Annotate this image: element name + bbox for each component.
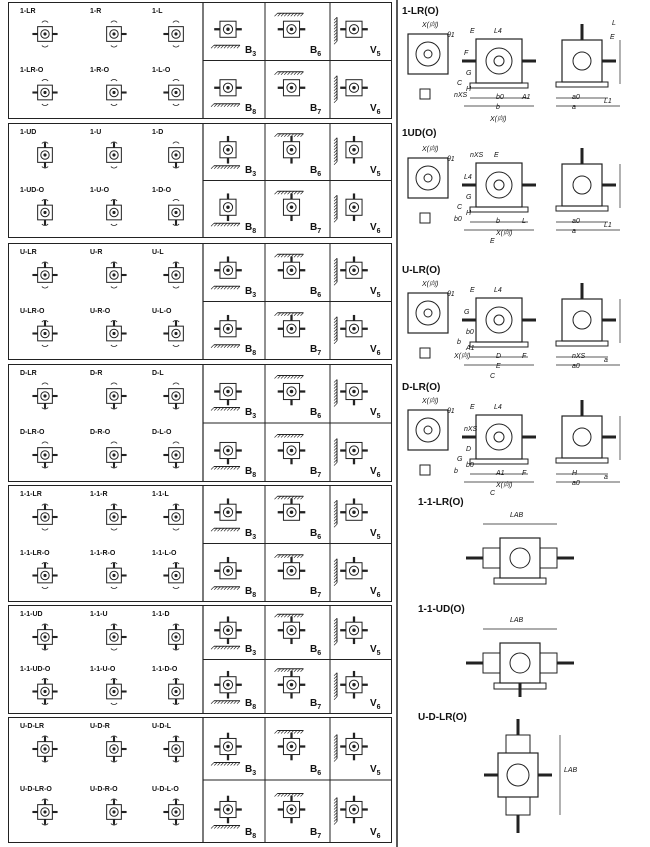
dimension-symbol: b0 (454, 216, 462, 223)
arrangement-code-label: 1-1-R-O (90, 549, 116, 557)
dimension-view-title: D-LR(O) (402, 382, 441, 393)
mounting-position-label: $B_7$ (310, 344, 322, 357)
mounting-position-label: $V_6$ (370, 698, 381, 711)
arrangement-code-label: 1-1-D-O (152, 665, 178, 673)
dimension-symbol: nXS (454, 92, 468, 99)
dimension-symbol: θ1 (447, 408, 455, 415)
dimension-symbol: C (490, 490, 496, 497)
mounting-position-label: $V_6$ (370, 103, 381, 116)
mounting-position-label: $B_7$ (310, 103, 322, 116)
mounting-position-label: $B_3$ (245, 643, 257, 657)
mounting-position-label: $V_5$ (370, 285, 381, 299)
arrangement-code-label: 1-UD-O (20, 186, 45, 194)
arrangement-code-label: U-R-O (90, 307, 111, 315)
dimension-symbol: A1 (496, 470, 505, 477)
dimension-symbol: E (470, 28, 475, 35)
dimension-symbol: E (610, 34, 615, 41)
mounting-position-label: $B_8$ (245, 344, 257, 357)
dimension-symbol: L1 (604, 98, 612, 105)
arrangement-code-label: D-R-O (90, 429, 111, 436)
dimension-symbol: L4 (494, 28, 502, 35)
arrangement-code-label: 1-R (90, 8, 102, 15)
arrangement-code-label: U-D-L-O (152, 786, 179, 793)
mounting-position-label: $B_3$ (245, 44, 257, 58)
dimension-symbol: a0 (572, 363, 580, 370)
dimension-symbol: b0 (496, 94, 504, 101)
mounting-position-label: $V_6$ (370, 222, 381, 235)
mounting-position-label: $B_6$ (310, 527, 322, 541)
dimension-symbol: a (604, 474, 608, 481)
dimension-symbol: F (522, 470, 527, 477)
arrangement-group-frame (8, 243, 392, 360)
arrangement-code-label: 1-1-R (90, 491, 108, 498)
dimension-view-title: U-D-LR(O) (418, 712, 467, 723)
arrangement-group-frame (8, 717, 392, 843)
dimension-symbol: L4 (494, 404, 502, 411)
dimension-symbol: X(向) (422, 146, 439, 153)
dimension-symbol: X(向) (454, 353, 471, 360)
mounting-position-label: $V_6$ (370, 466, 381, 479)
dimension-symbol: b (457, 339, 461, 346)
mounting-position-label: $B_3$ (245, 527, 257, 541)
dimension-symbol: X(向) (422, 398, 439, 405)
dimension-symbol: b (496, 104, 500, 111)
dimension-symbol: H (466, 86, 472, 93)
mounting-position-label: $B_8$ (245, 586, 257, 599)
dimension-symbol: E (470, 404, 475, 411)
arrangement-code-label: U-D-L (152, 723, 172, 730)
lab-dimension-label: LAB (510, 512, 524, 519)
arrangement-code-label: D-LR (20, 370, 37, 377)
dimension-symbol: L4 (464, 174, 472, 181)
dimension-symbol: X(向) (496, 482, 513, 489)
mounting-position-label: $V_5$ (370, 527, 381, 541)
mounting-position-label: $B_6$ (310, 44, 322, 58)
mounting-position-label: $B_7$ (310, 586, 322, 599)
dimension-symbol: H (572, 470, 578, 477)
dimension-symbol: L (612, 20, 616, 27)
dimension-symbol: F (522, 353, 527, 360)
mounting-position-label: $V_5$ (370, 164, 381, 178)
dimension-symbol: E (494, 152, 499, 159)
mounting-position-label: $B_8$ (245, 222, 257, 235)
arrangement-code-label: U-LR-O (20, 307, 45, 315)
lab-dimension-label: LAB (510, 617, 524, 624)
dimension-symbol: E (496, 363, 501, 370)
dimension-symbol: a0 (572, 218, 580, 225)
mounting-position-label: $B_6$ (310, 407, 322, 420)
arrangement-code-label: 1-1-U (90, 611, 108, 618)
arrangement-code-label: 1-1-D (152, 611, 170, 618)
mounting-position-label: $B_7$ (310, 698, 322, 711)
arrangement-code-label: 1-1-L (152, 491, 169, 498)
mounting-position-label: $B_6$ (310, 764, 322, 777)
arrangement-group-frame (8, 485, 392, 602)
arrangement-group-frame (8, 2, 392, 119)
arrangement-code-label: 1-LR-O (20, 66, 44, 74)
arrangement-code-label: U-D-R (90, 723, 110, 730)
arrangement-code-label: 1-1-LR-O (20, 549, 50, 557)
arrangement-code-label: 1-D-O (152, 186, 172, 194)
dimension-symbol: C (490, 373, 496, 380)
mounting-position-label: $B_8$ (245, 827, 257, 840)
dimension-symbol: G (464, 309, 470, 316)
mounting-position-label: $B_8$ (245, 698, 257, 711)
arrangement-code-label: 1-UD (20, 129, 37, 136)
dimension-symbol: L1 (604, 222, 612, 229)
dimension-symbol: G (466, 194, 472, 201)
arrangement-code-label: 1-1-U-O (90, 665, 116, 673)
mounting-position-label: $B_3$ (245, 764, 257, 777)
mounting-position-label: $V_5$ (370, 643, 381, 657)
dimension-symbol: C (457, 204, 463, 211)
dimension-view-title: U-LR(O) (402, 265, 441, 276)
arrangement-code-label: U-L (152, 249, 164, 256)
mounting-position-label: $V_5$ (370, 764, 381, 777)
dimension-symbol: X(向) (496, 230, 513, 237)
dimension-symbol: nXS (464, 426, 478, 433)
mounting-position-label: $B_3$ (245, 164, 257, 178)
arrangement-code-label: U-D-R-O (90, 786, 118, 793)
mounting-position-label: $B_3$ (245, 407, 257, 420)
arrangement-group-frame (8, 123, 392, 238)
arrangement-code-label: 1-1-UD-O (20, 665, 51, 673)
mounting-position-label: $V_5$ (370, 407, 381, 420)
dimension-symbol: L (522, 218, 526, 225)
dimension-symbol: L4 (494, 287, 502, 294)
dimension-symbol: D (496, 353, 502, 360)
arrangement-code-label: U-L-O (152, 307, 172, 315)
mounting-position-label: $B_6$ (310, 285, 322, 299)
dimension-symbol: A1 (522, 94, 531, 101)
mounting-position-label: $B_8$ (245, 466, 257, 479)
dimension-view-title: 1-1-UD(O) (418, 604, 465, 615)
arrangement-code-label: 1-R-O (90, 66, 110, 74)
dimension-symbol: b (496, 218, 500, 225)
arrangement-code-label: D-L (152, 370, 164, 377)
mounting-position-label: $B_7$ (310, 827, 322, 840)
dimension-symbol: a (572, 228, 576, 235)
arrangement-group-frame (8, 364, 392, 482)
mounting-position-label: $V_6$ (370, 586, 381, 599)
dimension-symbol: E (490, 238, 495, 245)
arrangement-code-label: D-L-O (152, 429, 172, 436)
arrangement-code-label: 1-1-UD (20, 611, 43, 618)
arrangement-group-frame (8, 605, 392, 714)
dimension-symbol: C (457, 80, 463, 87)
arrangement-code-label: 1-LR (20, 8, 36, 15)
dimension-symbol: G (457, 456, 463, 463)
arrangement-code-label: 1-L-O (152, 66, 171, 74)
dimension-symbol: X(向) (422, 281, 439, 288)
arrangement-code-label: 1-D (152, 129, 164, 136)
arrangement-code-label: U-R (90, 249, 103, 256)
mounting-position-label: $V_6$ (370, 827, 381, 840)
arrangement-code-label: 1-U-O (90, 186, 110, 194)
dimension-view-title: 1UD(O) (402, 128, 437, 139)
dimension-symbol: H (466, 210, 472, 217)
dimension-view-title: 1-LR(O) (402, 6, 439, 17)
arrangement-code-label: 1-U (90, 129, 102, 136)
dimension-symbol: a (604, 357, 608, 364)
arrangement-code-label: 1-1-LR (20, 491, 42, 498)
arrangement-code-label: 1-L (152, 8, 163, 15)
mounting-position-label: $B_6$ (310, 643, 322, 657)
dimension-symbol: a0 (572, 94, 580, 101)
arrangement-code-label: D-R (90, 370, 103, 377)
mounting-position-label: $B_7$ (310, 222, 322, 235)
dimension-symbol: nXS (572, 353, 586, 360)
dimension-view-title: 1-1-LR(O) (418, 497, 464, 508)
mounting-position-label: $B_8$ (245, 103, 257, 116)
arrangement-code-label: U-D-LR-O (20, 786, 52, 793)
dimension-symbol: D (466, 446, 472, 453)
dimension-symbol: G (466, 70, 472, 77)
mounting-position-label: $B_6$ (310, 164, 322, 178)
dimension-symbol: θ1 (447, 32, 455, 39)
lab-dimension-label: LAB (564, 767, 578, 774)
dimension-symbol: a0 (572, 480, 580, 487)
arrangement-code-label: 1-1-L-O (152, 549, 177, 557)
dimension-symbol: X(向) (422, 22, 439, 29)
dimension-symbol: X(向) (490, 116, 507, 123)
dimension-symbol: θ1 (447, 291, 455, 298)
dimension-symbol: E (470, 287, 475, 294)
mounting-position-label: $B_7$ (310, 466, 322, 479)
mounting-position-label: $V_6$ (370, 344, 381, 357)
dimension-symbol: b0 (466, 329, 474, 336)
arrangement-code-label: U-D-LR (20, 723, 45, 730)
dimension-symbol: A1 (466, 345, 475, 352)
mounting-position-label: $V_5$ (370, 44, 381, 58)
dimension-symbol: θ1 (447, 156, 455, 163)
dimension-symbol: a (572, 104, 576, 111)
dimension-symbol: b (454, 468, 458, 475)
dimension-symbol: b0 (466, 462, 474, 469)
dimension-symbol: nXS (470, 152, 484, 159)
mounting-position-label: $B_3$ (245, 285, 257, 299)
dimension-symbol: F (464, 50, 469, 57)
arrangement-code-label: D-LR-O (20, 429, 45, 436)
arrangement-code-label: U-LR (20, 249, 37, 256)
